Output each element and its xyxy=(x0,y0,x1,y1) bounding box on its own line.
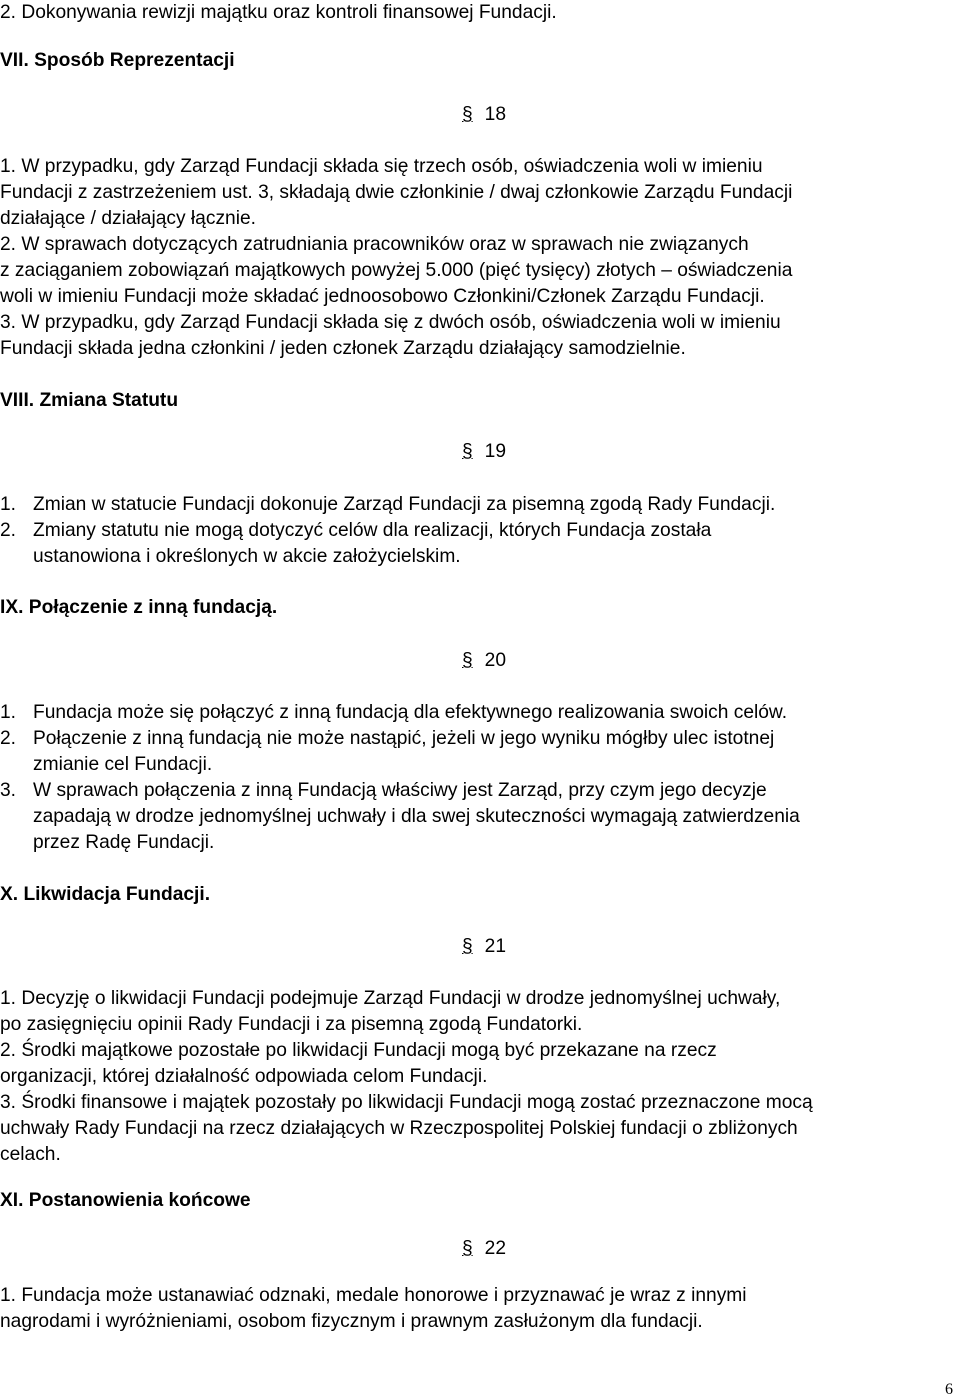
paragraph-line: 3. W przypadku, gdy Zarząd Fundacji składa się z dwóch osób, oświadczenia woli w imieniu xyxy=(0,312,781,333)
list-number: 1. xyxy=(0,494,17,515)
paragraph-line: Fundacji z zastrzeżeniem ust. 3, składają dwie członkinie / dwaj członkowie Zarządu Fundacji xyxy=(0,182,793,203)
section-heading-ix: IX. Połączenie z inną fundacją. xyxy=(0,597,278,618)
section-heading-vii: VII. Sposób Reprezentacji xyxy=(0,50,235,71)
section-symbol: § xyxy=(462,936,473,957)
paragraph-marker-21 xyxy=(462,934,506,960)
paragraph-marker-18 xyxy=(462,102,506,128)
paragraph-line: organizacji, której działalność odpowiada celom Fundacji. xyxy=(0,1066,488,1087)
list-text: Zmiany statutu nie mogą dotyczyć celów dla realizacji, których Fundacja została xyxy=(33,520,712,541)
paragraph-line: po zasięgnięciu opinii Rady Fundacji i za pisemną zgodą Fundatorki. xyxy=(0,1014,583,1035)
paragraph-marker-19 xyxy=(462,439,506,465)
paragraph-marker-22 xyxy=(462,1236,506,1262)
section-heading-xi: XI. Postanowienia końcowe xyxy=(0,1190,251,1211)
list-item xyxy=(0,492,775,518)
list-number: 2. xyxy=(0,520,17,541)
list-item xyxy=(0,778,767,804)
list-text: W sprawach połączenia z inną Fundacją właściwy jest Zarząd, przy czym jego decyzje xyxy=(33,780,767,801)
section-symbol: § xyxy=(462,104,473,125)
paragraph-line: 1. Fundacja może ustanawiać odznaki, medale honorowe i przyznawać je wraz z innymi xyxy=(0,1285,747,1306)
list-number: 3. xyxy=(0,780,17,801)
list-number: 1. xyxy=(0,702,17,723)
paragraph-line: 3. Środki finansowe i majątek pozostały po likwidacji Fundacji mogą zostać przeznaczone mocą xyxy=(0,1092,813,1113)
paragraph-line: nagrodami i wyróżnieniami, osobom fizycznym i prawnym zasłużonym dla fundacji. xyxy=(0,1311,703,1332)
paragraph-line: 1. Decyzję o likwidacji Fundacji podejmuje Zarząd Fundacji w drodze jednomyślnej uchwały, xyxy=(0,988,781,1009)
list-text: Zmian w statucie Fundacji dokonuje Zarząd Fundacji za pisemną zgodą Rady Fundacji. xyxy=(33,494,776,515)
section-number: 20 xyxy=(484,650,507,671)
paragraph-line: Fundacji składa jedna członkini / jeden członek Zarządu działający samodzielnie. xyxy=(0,338,686,359)
paragraph-line: uchwały Rady Fundacji na rzecz działających w Rzeczpospolitej Polskiej fundacji o zbliżonych xyxy=(0,1118,798,1139)
list-text-continued: zapadają w drodze jednomyślnej uchwały i dla swej skuteczności wymagają zatwierdzenia xyxy=(33,806,800,827)
list-item xyxy=(0,700,787,726)
paragraph-line: woli w imieniu Fundacji może składać jednoosobowo Członkini/Członek Zarządu Fundacji. xyxy=(0,286,765,307)
section-heading-viii: VIII. Zmiana Statutu xyxy=(0,390,179,411)
list-text-continued: zmianie cel Fundacji. xyxy=(33,754,213,775)
paragraph-line: 2. Dokonywania rewizji majątku oraz kontroli finansowej Fundacji. xyxy=(0,2,557,23)
section-symbol: § xyxy=(462,650,473,671)
paragraph-line: celach. xyxy=(0,1144,61,1165)
section-number: 19 xyxy=(484,441,507,462)
list-text: Połączenie z inną fundacją nie może nastąpić, jeżeli w jego wyniku mógłby ulec istotnej xyxy=(33,728,775,749)
list-number: 2. xyxy=(0,728,17,749)
paragraph-line: działające / działający łącznie. xyxy=(0,208,256,229)
section-number: 18 xyxy=(484,104,507,125)
paragraph-line: 2. W sprawach dotyczących zatrudniania pracowników oraz w sprawach nie związanych xyxy=(0,234,749,255)
paragraph-marker-20 xyxy=(462,648,506,674)
list-text-continued: przez Radę Fundacji. xyxy=(33,832,215,853)
section-symbol: § xyxy=(462,1238,473,1259)
section-number: 21 xyxy=(484,936,507,957)
section-number: 22 xyxy=(484,1238,507,1259)
paragraph-line: 2. Środki majątkowe pozostałe po likwidacji Fundacji mogą być przekazane na rzecz xyxy=(0,1040,717,1061)
list-text-continued: ustanowiona i określonych w akcie założycielskim. xyxy=(33,546,461,567)
list-text: Fundacja może się połączyć z inną fundacją dla efektywnego realizowania swoich celów. xyxy=(33,702,788,723)
page-number: 6 xyxy=(945,1381,953,1398)
section-heading-x: X. Likwidacja Fundacji. xyxy=(0,884,211,905)
list-item xyxy=(0,518,711,544)
paragraph-line: z zaciąganiem zobowiązań majątkowych powyżej 5.000 (pięć tysięcy) złotych – oświadczenia xyxy=(0,260,793,281)
paragraph-line: 1. W przypadku, gdy Zarząd Fundacji składa się trzech osób, oświadczenia woli w imieniu xyxy=(0,156,763,177)
section-symbol: § xyxy=(462,441,473,462)
list-item xyxy=(0,726,774,752)
